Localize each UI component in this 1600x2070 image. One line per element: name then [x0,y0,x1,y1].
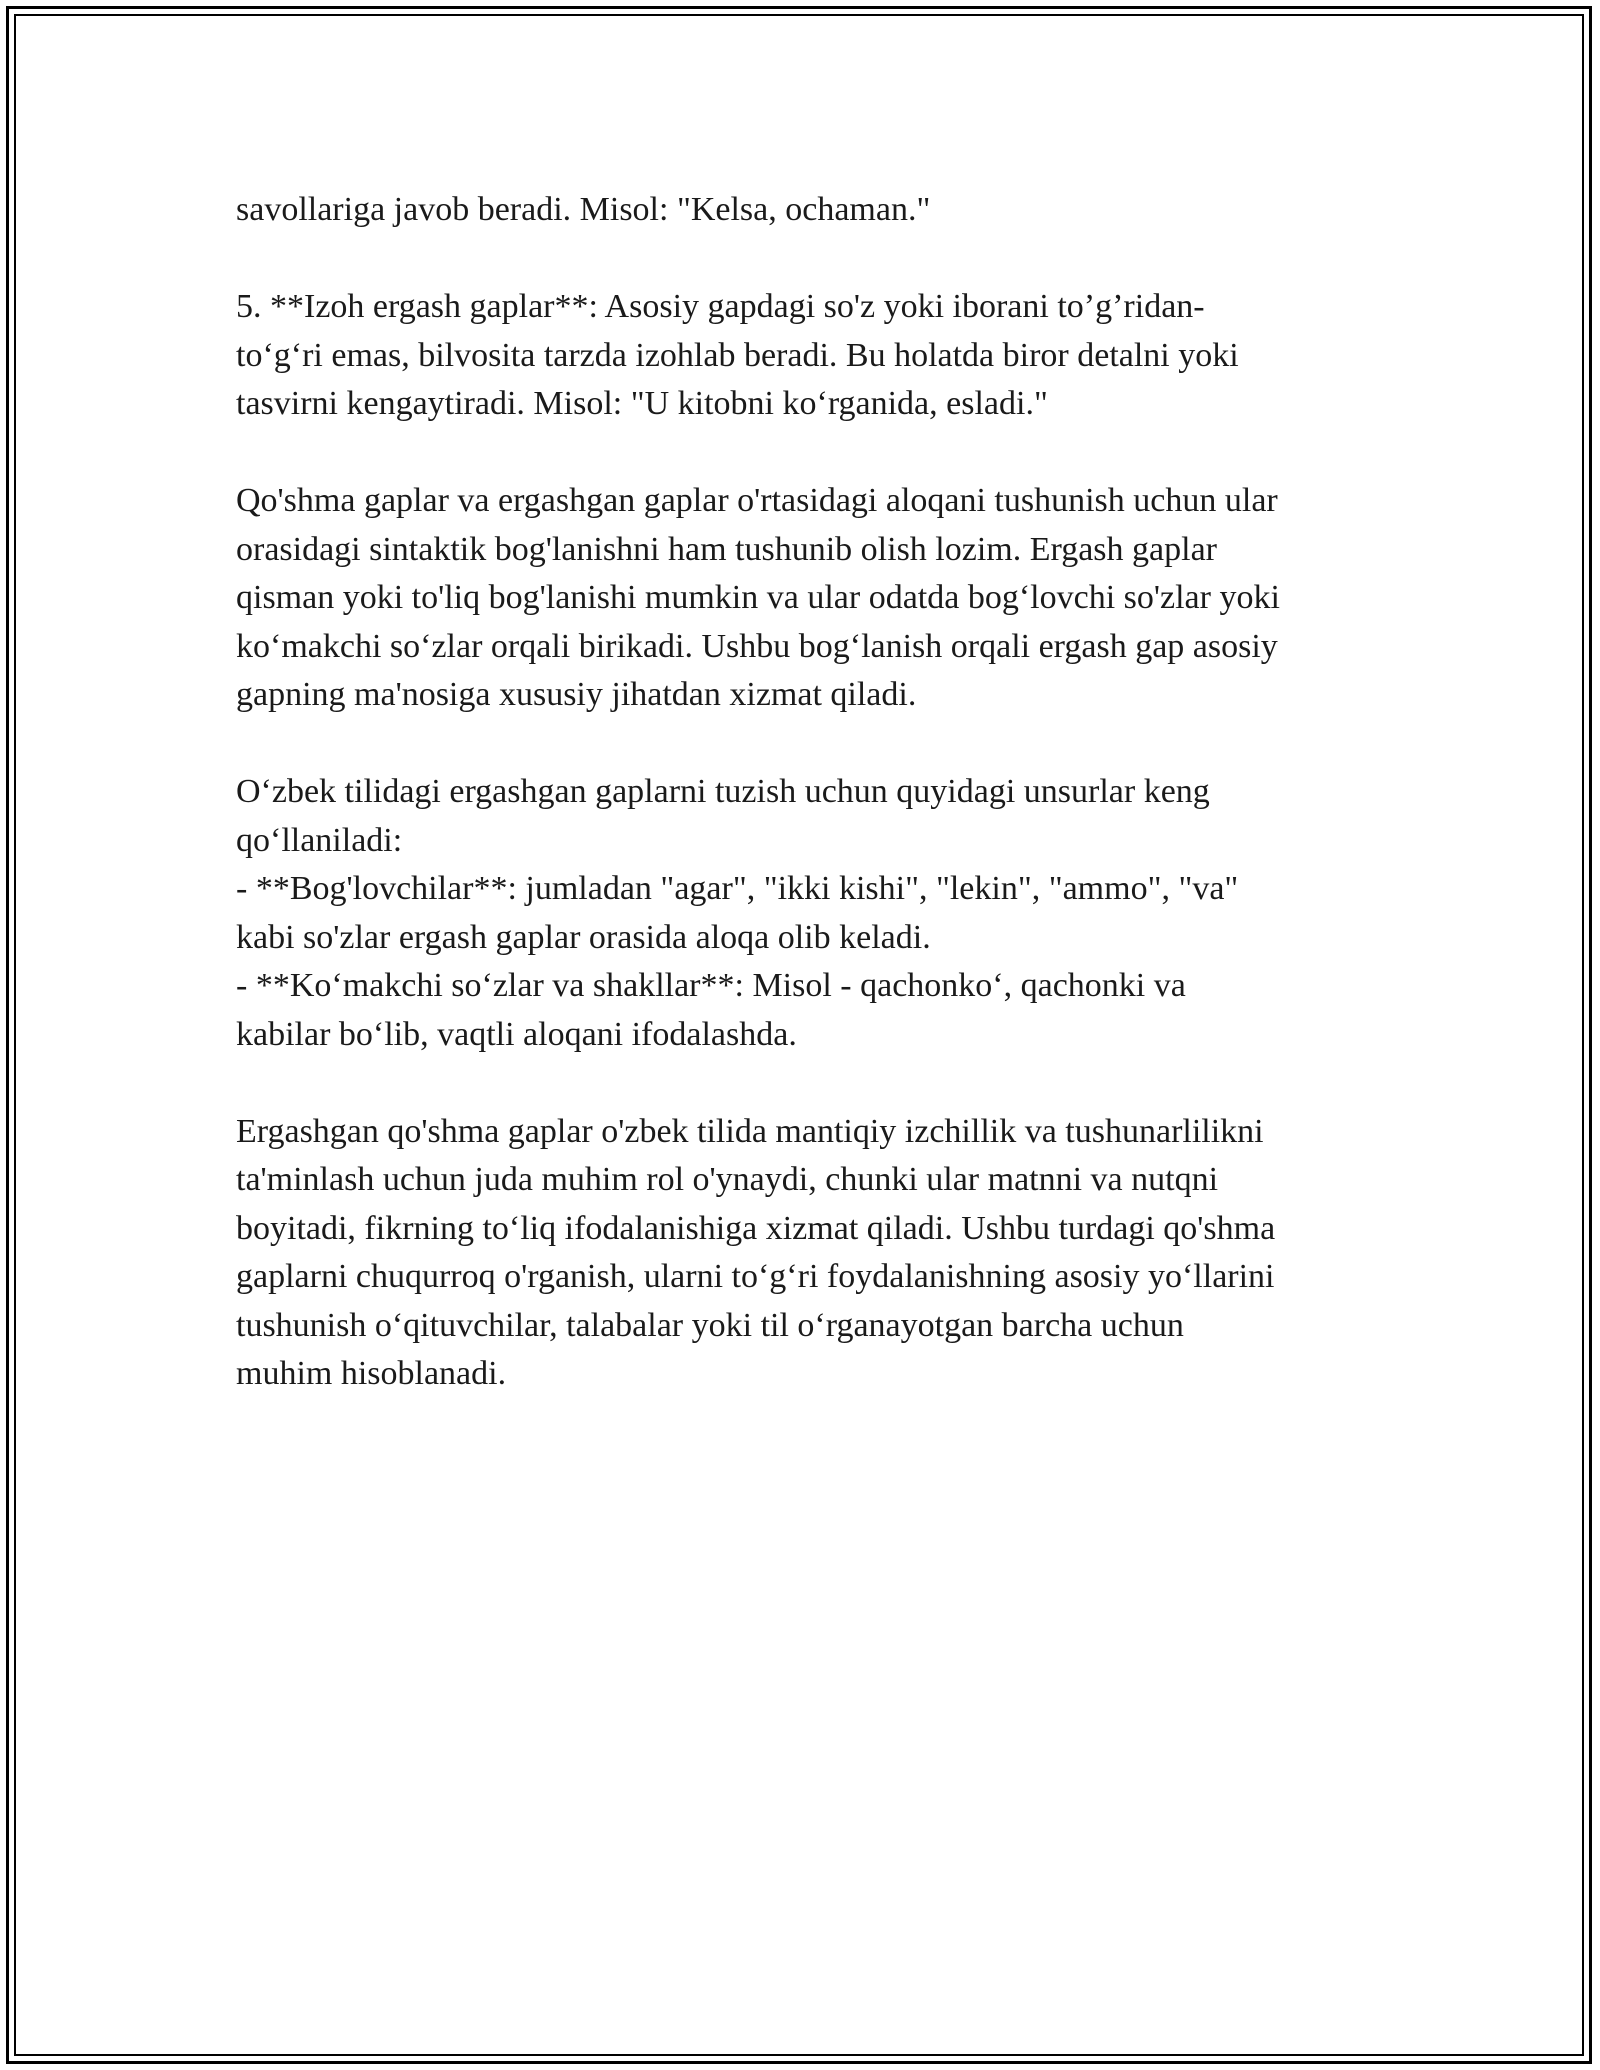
paragraph-4 [236,768,1386,1059]
text-line: tushunish o‘qituvchilar, talabalar yoki til o‘rganayotgan barcha uchun [236,1306,1184,1344]
paragraph-5 [236,1108,1386,1399]
list-item-line: - **Ko‘makchi so‘zlar va shakllar**: Misol - qachonko‘, qachonki va [236,967,1186,1004]
paragraph-3 [236,477,1386,720]
paragraph-1 [236,186,1386,235]
text-line: gapning ma'nosiga xususiy jihatdan xizmat qiladi. [236,676,917,713]
text-line: ko‘makchi so‘zlar orqali birikadi. Ushbu bog‘lanish orqali ergash gap asosiy [236,627,1278,665]
text-line: muhim hisoblanadi. [236,1355,507,1392]
text-line: orasidagi sintaktik bog'lanishni ham tushunib olish lozim. Ergash gaplar [236,530,1217,568]
text-line: savollariga javob beradi. Misol: "Kelsa, ochaman." [236,191,931,228]
paragraph-2 [236,283,1386,429]
text-line: qo‘llaniladi: [236,821,403,859]
list-item-line: kabilar bo‘lib, vaqtli aloqani ifodalashda. [236,1015,797,1053]
text-line: 5. **Izoh ergash gaplar**: Asosiy gapdagi so'z yoki iborani to’g’ridan- [236,288,1205,325]
text-line: ta'minlash uchun juda muhim rol o'ynaydi, chunki ular matnni va nutqni [236,1161,1219,1198]
text-line: qisman yoki to'liq bog'lanishi mumkin va ular odatda bog‘lovchi so'zlar yoki [236,579,1280,616]
text-line: tasvirni kengaytiradi. Misol: "U kitobni ko‘rganida, esladi." [236,385,1048,422]
text-line: O‘zbek tilidagi ergashgan gaplarni tuzish uchun quyidagi unsurlar keng [236,773,1210,810]
text-line: to‘g‘ri emas, bilvosita tarzda izohlab beradi. Bu holatda biror detalni yoki [236,336,1239,374]
text-line: Ergashgan qo'shma gaplar o'zbek tilida mantiqiy izchillik va tushunarlilikni [236,1112,1264,1150]
text-line: gaplarni chuqurroq o'rganish, ularni to‘g‘ri foydalanishning asosiy yo‘llarini [236,1258,1275,1295]
text-line: Qo'shma gaplar va ergashgan gaplar o'rtasidagi aloqani tushunish uchun ular [236,482,1278,519]
list-item-line: kabi so'zlar ergash gaplar orasida aloqa olib keladi. [236,918,931,956]
text-line: boyitadi, fikrning to‘liq ifodalanishiga xizmat qiladi. Ushbu turdagi qo'shma [236,1209,1276,1247]
document-body [236,186,1386,1447]
list-item-line: - **Bog'lovchilar**: jumladan "agar", "ikki kishi", "lekin", "ammo", "va" [236,870,1239,907]
